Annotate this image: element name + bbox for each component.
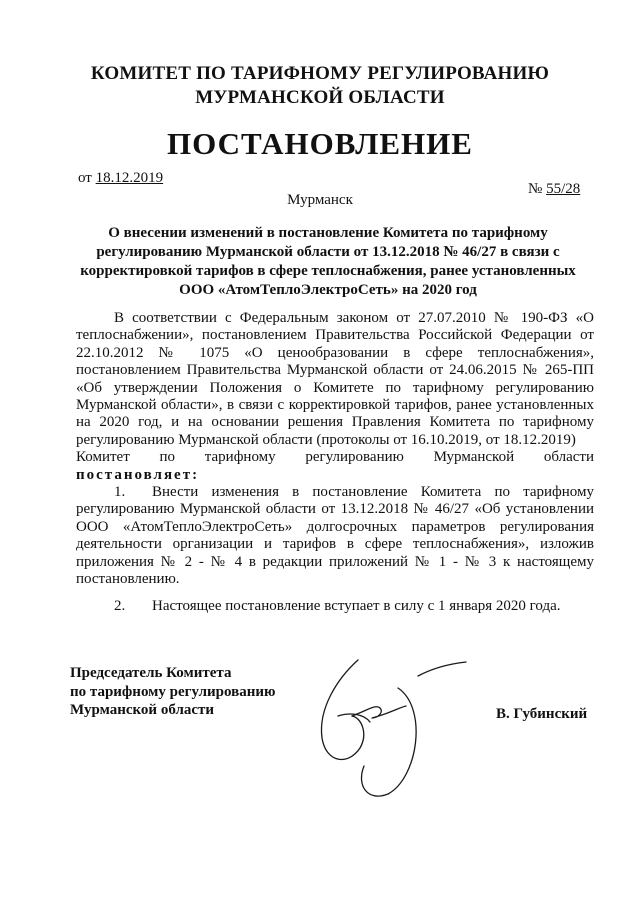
date-prefix: от xyxy=(78,170,96,186)
document-type: ПОСТАНОВЛЕНИЕ xyxy=(167,126,473,161)
intro-last-line: Комитет по тарифному регулированию Мурманской области xyxy=(76,449,594,466)
item-number: 1. xyxy=(114,484,126,501)
intro-paragraph: В соответствии с Федеральным законом от 27.07.2010 № 190-ФЗ «О теплоснабжении», постановлением Правительства Российской Федерации от 22.10.2012 № 1075 «О ценообразовании в сфере теплоснабжения», постановлением Правительства Мурманской области от 24.06.2015 № 265-ПП «Об утверждении Положения о Комитете по тарифному регулированию Мурманской области», в связи с корректировкой тарифов, ранее установленных на 2020 год, и на основании решения Правления Комитета по тарифному регулированию Мурманской области (протоколы от 16.10.2019, от 18.12.2019) xyxy=(76,310,594,448)
item-text: Настоящее постановление вступает в силу с 1 января 2020 года. xyxy=(152,597,561,614)
document-subject: О внесении изменений в постановление Комитета по тарифному регулированию Мурманской области от 13.12.2018 № 46/27 в связи с корректировкой тарифов в сфере теплоснабжения, ранее установленных ООО «АтомТеплоЭлектроСеть» на 2020 год xyxy=(80,225,576,298)
signer-position-line-1: Председатель Комитета xyxy=(70,665,232,681)
number-value: 55/28 xyxy=(546,181,581,197)
number-prefix: № xyxy=(528,181,547,197)
document-body xyxy=(76,310,594,615)
document-city: Мурманск xyxy=(287,192,353,208)
signer-position-line-3: Мурманской области xyxy=(70,702,215,718)
document-date xyxy=(78,170,163,187)
signer-position xyxy=(70,664,275,720)
date-value: 18.12.2019 xyxy=(95,170,164,186)
org-name-line-1: КОМИТЕТ ПО ТАРИФНОМУ РЕГУЛИРОВАНИЮ xyxy=(90,63,550,84)
signer-position-line-2: по тарифному регулированию xyxy=(70,683,276,700)
list-item xyxy=(76,598,594,615)
signer-name: В. Губинский xyxy=(496,706,588,722)
item-number: 2. xyxy=(114,597,126,614)
item-text: Внести изменения в постановление Комитета по тарифному регулированию Мурманской области от 13.12.2018 № 46/27 «Об установлении ООО «АтомТеплоЭлектроСеть» долгосрочных параметров регулирования деятельности организации и тарифов в сфере теплоснабжения», изложив приложения № 2 - № 4 в редакции приложений № 1 - № 3 к настоящему постановлению. xyxy=(76,484,594,588)
decree-word: постановляет: xyxy=(76,466,200,483)
org-name-line-2: МУРМАНСКОЙ ОБЛАСТИ xyxy=(195,87,445,108)
list-item xyxy=(76,484,594,588)
handwritten-signature xyxy=(298,648,478,798)
